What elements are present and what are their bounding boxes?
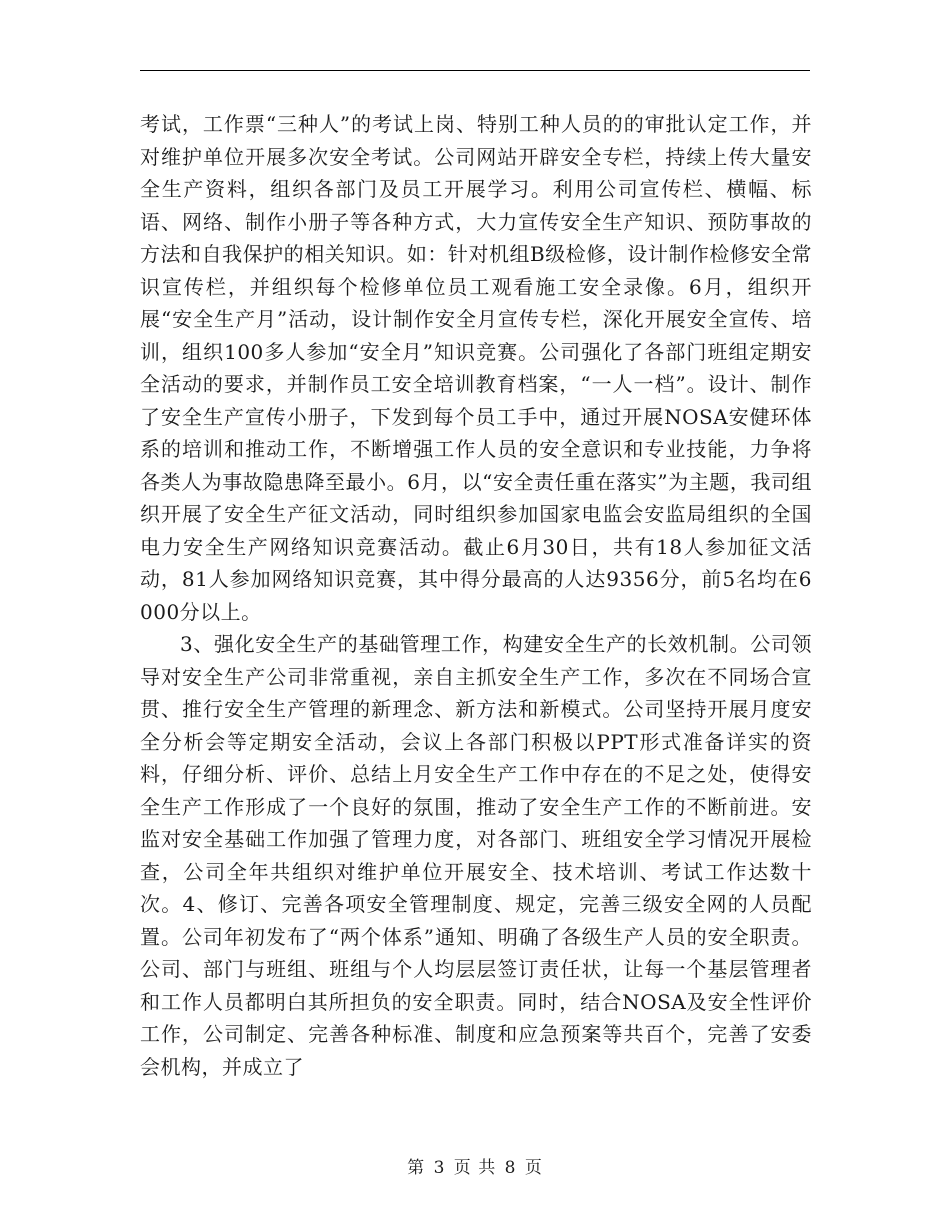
paragraph-2: 3、强化安全生产的基础管理工作，构建安全生产的长效机制。公司领导对安全生产公司非常重视，亲自主抓安全生产工作，多次在不同场合宣贯、推行安全生产管理的新理念、新方法和新模式。公司坚持开展月度安全分析会等定期安全活动，会议上各部门积极以PPT形式准备详实的资料，仔细分析、评价、总结上月安全生产工作中存在的不足之处，使得安全生产工作形成了一个良好的氛围，推动了安全生产工作的不断前进。安监对安全基础工作加强了管理力度，对各部门、班组安全学习情况开展检查，公司全年共组织对维护单位开展安全、技术培训、考试工作达数十次。4、修订、完善各项安全管理制度、规定，完善三级安全网的人员配置。公司年初发布了“两个体系”通知、明确了各级生产人员的安全职责。公司、部门与班组、班组与个人均层层签订责任状，让每一个基层管理者和工作人员都明白其所担负的安全职责。同时，结合NOSA及安全性评价工作，公司制定、完善各种标准、制度和应急预案等共百个，完善了安委会机构，并成立了 [140, 632, 812, 1079]
footer-middle: 页 共 [453, 1158, 497, 1178]
document-body [140, 108, 812, 1083]
footer-total-pages: 8 [504, 1158, 517, 1178]
footer-prefix: 第 [407, 1158, 426, 1178]
page-footer [0, 1153, 950, 1178]
header-rule [140, 70, 810, 71]
footer-page-number: 3 [433, 1158, 446, 1178]
paragraph-1: 考试，工作票“三种人”的考试上岗、特别工种人员的的审批认定工作，并对维护单位开展多次安全考试。公司网站开辟安全专栏，持续上传大量安全生产资料，组织各部门及员工开展学习。利用公司宣传栏、横幅、标语、网络、制作小册子等各种方式，大力宣传安全生产知识、预防事故的方法和自我保护的相关知识。如：针对机组B级检修，设计制作检修安全常识宣传栏，并组织每个检修单位员工观看施工安全录像。6月，组织开展“安全生产月”活动，设计制作安全月宣传专栏，深化开展安全宣传、培训，组织100多人参加“安全月”知识竞赛。公司强化了各部门班组定期安全活动的要求，并制作员工安全培训教育档案，“一人一档”。设计、制作了安全生产宣传小册子，下发到每个员工手中，通过开展NOSA安健环体系的培训和推动工作，不断增强工作人员的安全意识和专业技能，力争将各类人为事故隐患降至最小。6月，以“安全责任重在落实”为主题，我司组织开展了安全生产征文活动，同时组织参加国家电监会安监局组织的全国电力安全生产网络知识竞赛活动。截止6月30日，共有18人参加征文活动，81人参加网络知识竞赛，其中得分最高的人达9356分，前5名均在6000分以上。 [140, 112, 812, 624]
footer-suffix: 页 [524, 1158, 543, 1178]
